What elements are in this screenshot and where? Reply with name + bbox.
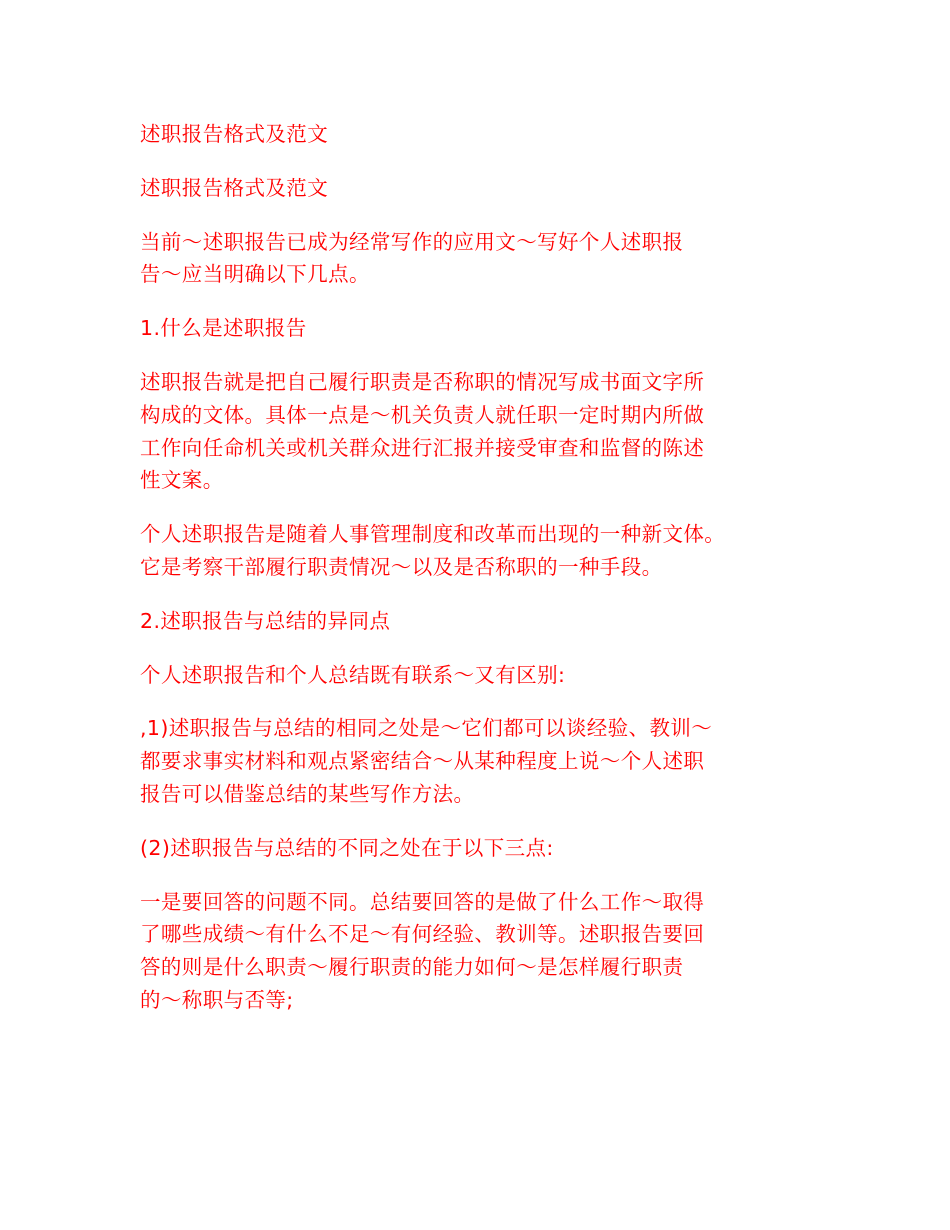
text-line: 工作向任命机关或机关群众进行汇报并接受审查和监督的陈述	[140, 435, 705, 460]
text-line: 一是要回答的问题不同。总结要回答的是做了什么工作～取得	[140, 889, 705, 914]
text-line: 述职报告就是把自己履行职责是否称职的情况写成书面文字所	[140, 369, 705, 394]
text-line: 述职报告格式及范文	[140, 175, 329, 200]
text-line: ,1)述职报告与总结的相同之处是～它们都可以谈经验、教训～	[140, 716, 713, 741]
text-line: 述职报告格式及范文	[140, 122, 329, 146]
text-line: 的～称职与否等;	[140, 987, 294, 1012]
text-line: 它是考察干部履行职责情况～以及是否称职的一种手段。	[140, 554, 663, 579]
text-line: 答的则是什么职责～履行职责的能力如何～是怎样履行职责	[140, 955, 684, 980]
difference-paragraph	[140, 886, 810, 1017]
intro-paragraph	[140, 226, 810, 292]
text-line: 了哪些成绩～有什么不足～有何经验、教训等。述职报告要回	[140, 922, 705, 947]
new-style-paragraph	[140, 518, 810, 584]
text-line: (2)述职报告与总结的不同之处在于以下三点:	[140, 835, 554, 860]
text-line: 1.什么是述职报告	[140, 316, 307, 341]
text-line: 个人述职报告和个人总结既有联系～又有区别:	[140, 662, 566, 687]
difference-heading	[140, 832, 810, 865]
text-line: 2.述职报告与总结的异同点	[140, 608, 391, 633]
text-line: 当前～述职报告已成为经常写作的应用文～写好个人述职报	[140, 229, 684, 254]
section-heading-2	[140, 605, 810, 638]
section-heading-1	[140, 312, 810, 345]
text-line: 都要求事实材料和观点紧密结合～从某种程度上说～个人述职	[140, 749, 705, 774]
text-line: 告～应当明确以下几点。	[140, 262, 370, 287]
text-line: 个人述职报告是随着人事管理制度和改革而出现的一种新文体。	[140, 522, 726, 547]
text-line: 报告可以借鉴总结的某些写作方法。	[140, 781, 475, 806]
relation-paragraph	[140, 659, 810, 692]
document-body	[140, 118, 810, 1038]
text-line: 构成的文体。具体一点是～机关负责人就任职一定时期内所做	[140, 402, 705, 427]
similarity-paragraph	[140, 712, 810, 810]
text-line: 性文案。	[140, 468, 224, 493]
doc-subtitle	[140, 172, 810, 205]
doc-title	[140, 118, 810, 151]
definition-paragraph	[140, 366, 810, 497]
